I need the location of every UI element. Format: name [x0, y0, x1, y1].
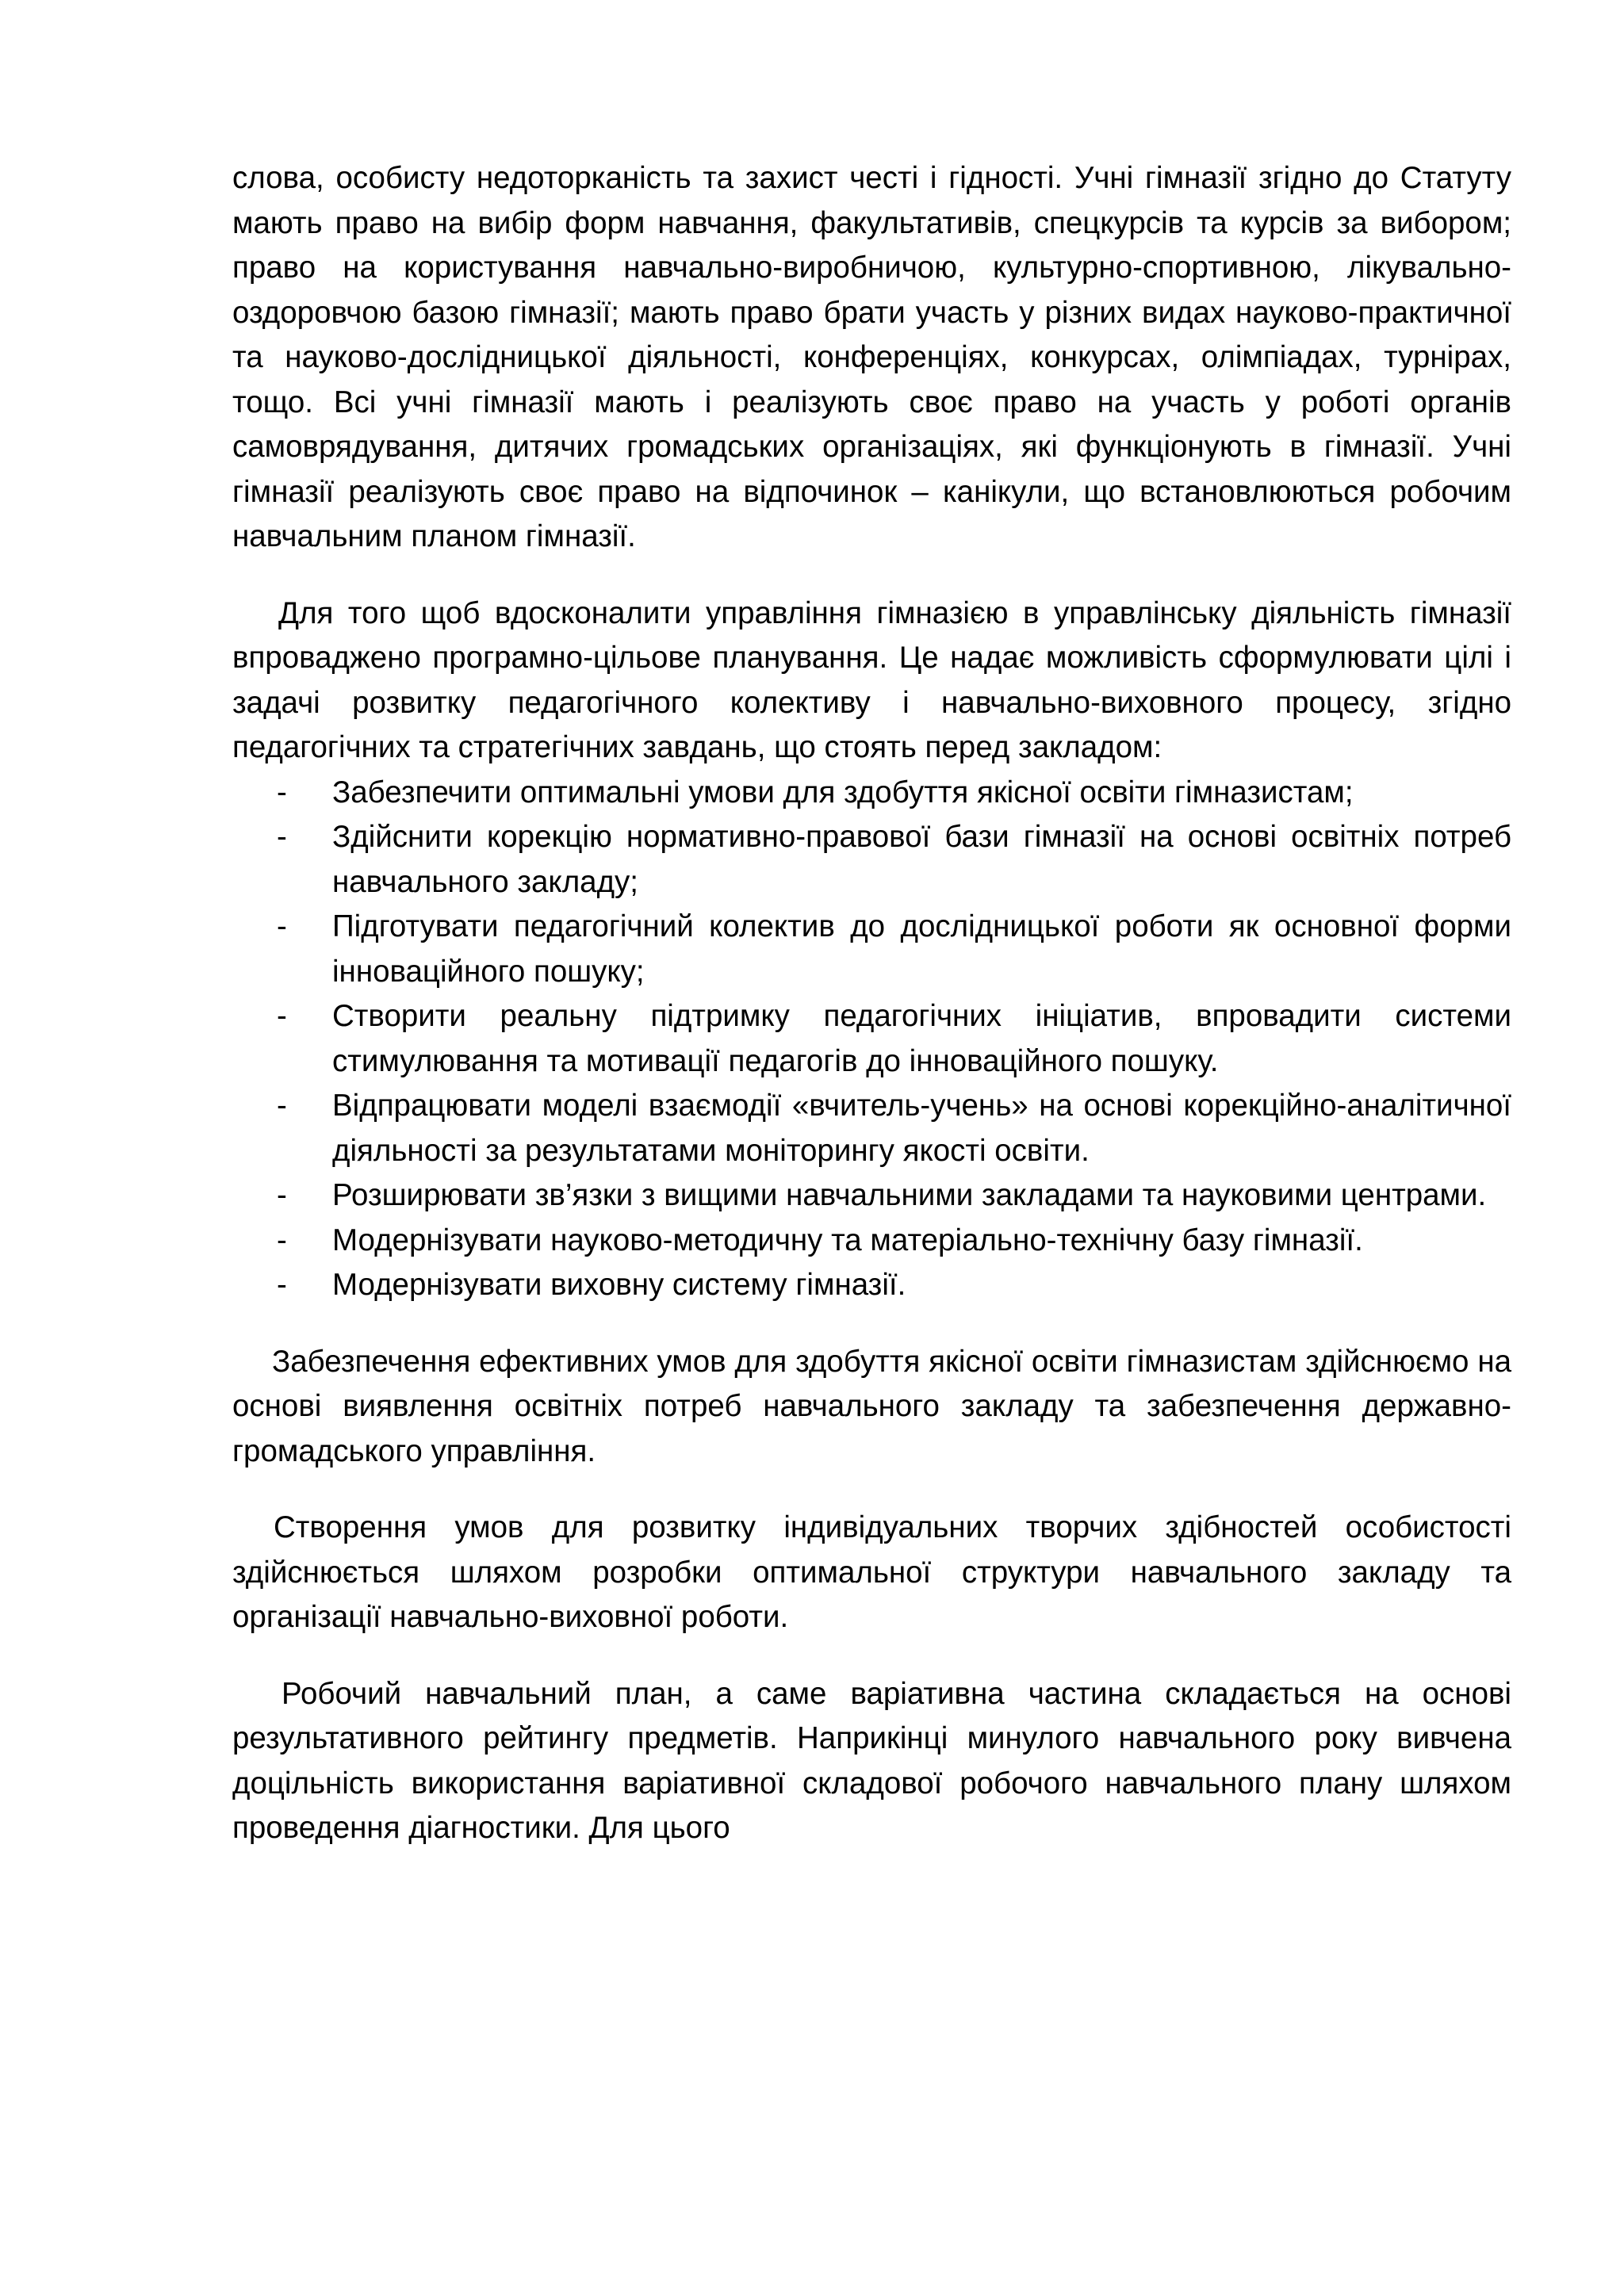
list-item: - Створити реальну підтримку педагогічних ініціатив, впровадити системи стимулювання та мотивації педагогів до інноваційного пошуку.: [332, 994, 1511, 1084]
list-item: - Відпрацювати моделі взаємодії «вчитель-учень» на основі корекційно-аналітичної діяльності за результатами моніторингу якості освіти.: [332, 1084, 1511, 1173]
list-item: - Здійснити корекцію нормативно-правової бази гімназії на основі освітніх потреб навчального закладу;: [332, 815, 1511, 905]
list-item: - Підготувати педагогічний колектив до дослідницької роботи як основної форми інноваційного пошуку;: [332, 905, 1511, 994]
paragraph-creative-abilities: Створення умов для розвитку індивідуальних творчих здібностей особистості здійснюється шляхом розробки оптимальної структури навчального закладу та організації навчально-виховної роботи.: [232, 1510, 1511, 1634]
document-body: [232, 156, 1511, 1851]
paragraph-student-rights: слова, особисту недоторканість та захист честі і гідності. Учні гімназії згідно до Статуту мають право на вибір форм навчання, факультативів, спецкурсів та курсів за вибором; право на користування навчально-виробничою, культурно-спортивною, лікувально-оздоровчою базою гімназії; мають право брати участь у різних видах науково-практичної та науково-дослідницької діяльності, конференціях, конкурсах, олімпіадах, турнірах, тощо. Всі учні гімназії мають і реалізують своє право на участь у роботі органів самоврядування, дитячих громадських організаціях, які функціонують в гімназії. Учні гімназії реалізують своє право на відпочинок – канікули, що встановлюються робочим навчальним планом гімназії.: [232, 161, 1511, 553]
paragraph-effective-conditions: Забезпечення ефективних умов для здобуття якісної освіти гімназистам здійснюємо на основі виявлення освітніх потреб навчального закладу та забезпечення державно-громадського управління.: [232, 1344, 1511, 1468]
list-item: - Забезпечити оптимальні умови для здобуття якісної освіти гімназистам;: [332, 771, 1511, 816]
list-item: - Модернізувати науково-методичну та матеріально-технічну базу гімназії.: [332, 1219, 1511, 1264]
goals-list: [232, 771, 1511, 1308]
list-item: - Модернізувати виховну систему гімназії.: [332, 1263, 1511, 1308]
paragraph-program-planning: Для того щоб вдосконалити управління гімназією в управлінську діяльність гімназії впроваджено програмно-цільове планування. Це надає можливість сформулювати цілі і задачі розвитку педагогічного колективу і навчально-виховного процесу, згідно педагогічних та стратегічних завдань, що стоять перед закладом:: [232, 595, 1511, 764]
paragraph-curriculum: Робочий навчальний план, а саме варіативна частина складається на основі результативного рейтингу предметів. Наприкінці минулого навчального року вивчена доцільність використання варіативної складової робочого навчального плану шляхом проведення діагностики. Для цього: [232, 1676, 1511, 1845]
list-item: - Розширювати зв’язки з вищими навчальними закладами та науковими центрами.: [332, 1173, 1511, 1219]
